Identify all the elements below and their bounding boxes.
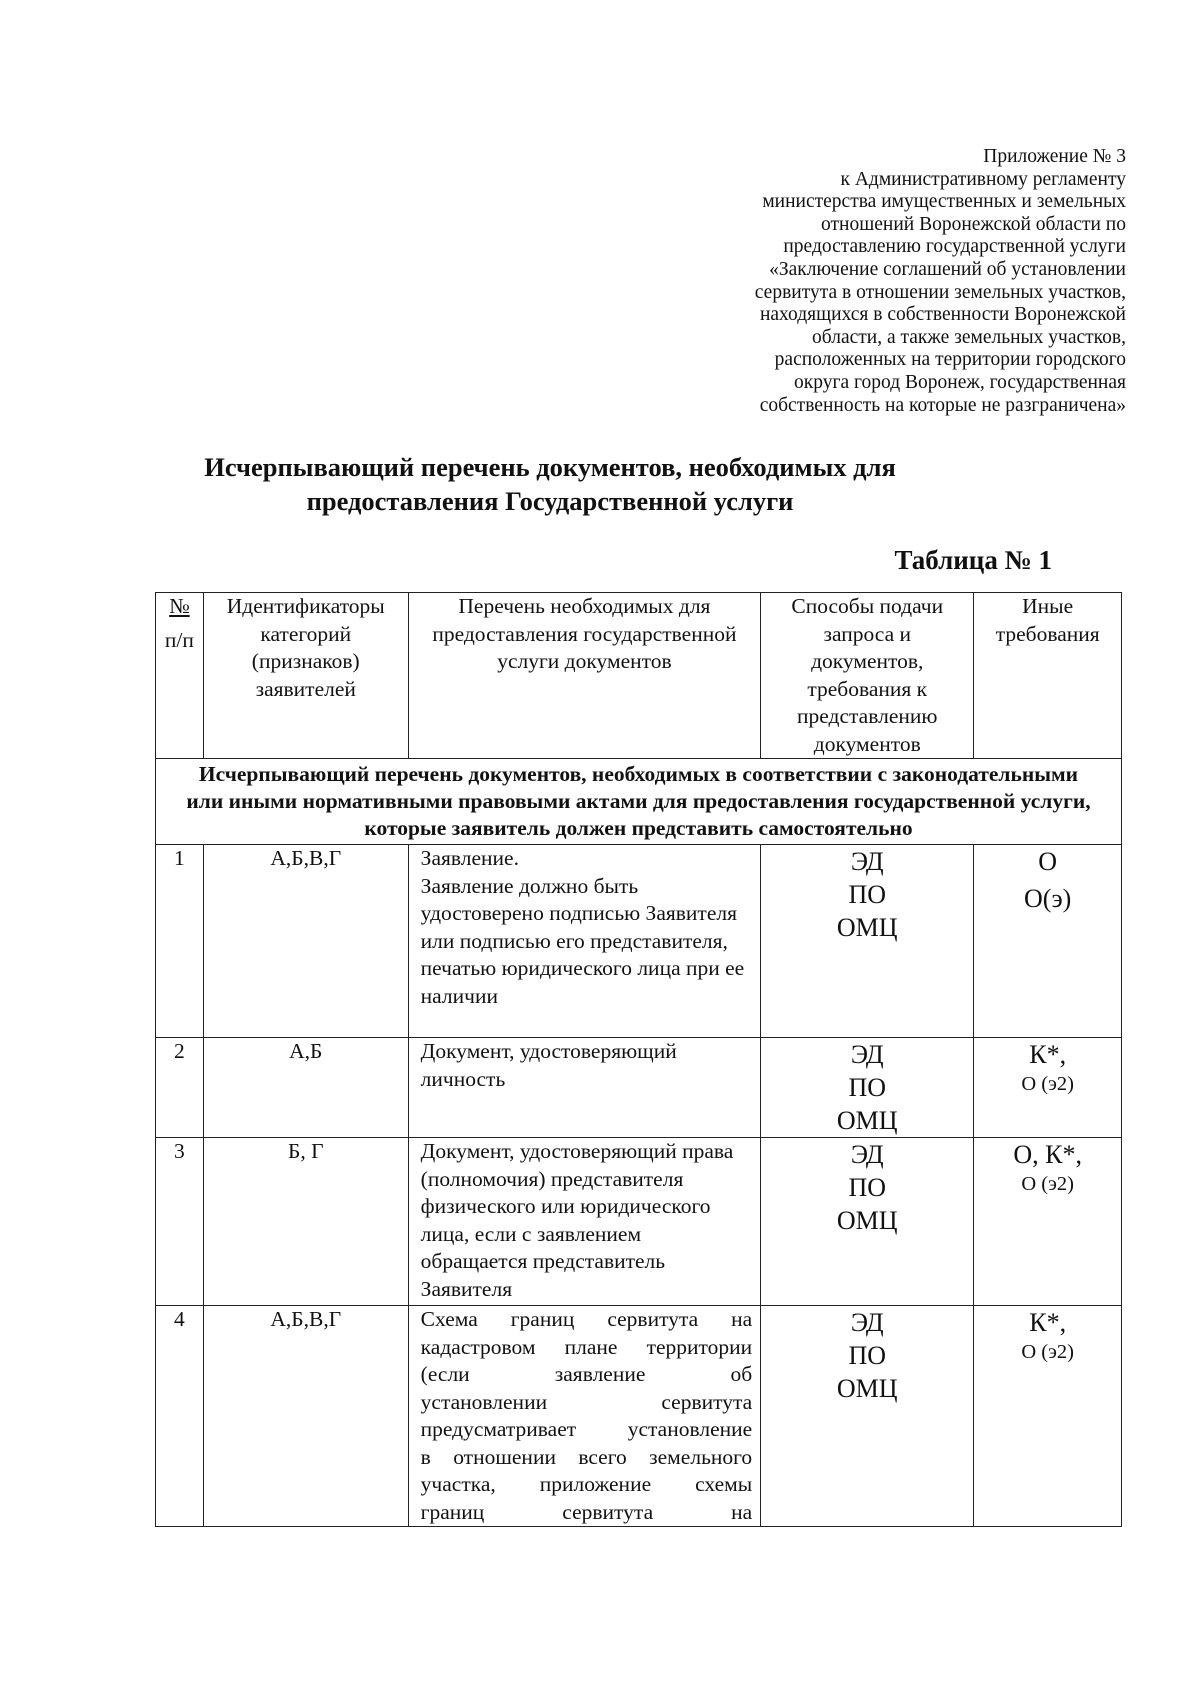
appendix-line: «Заключение соглашений об установлении bbox=[769, 258, 1126, 280]
header-num-symbol: № bbox=[169, 594, 190, 618]
method-item: ЭД bbox=[850, 1308, 884, 1337]
row-doc-line: (если заявление об bbox=[420, 1362, 753, 1386]
row-documents bbox=[408, 1306, 761, 1527]
row-doc-line: кадастровом плане территории bbox=[420, 1334, 753, 1359]
other-item: К*, bbox=[1029, 1308, 1067, 1337]
method-item: ОМЦ bbox=[836, 913, 898, 942]
appendix-line: к Административному регламенту bbox=[840, 168, 1126, 190]
row-num: 2 bbox=[156, 1038, 204, 1138]
method-item: ОМЦ bbox=[836, 1206, 898, 1235]
appendix-line: Приложение № 3 bbox=[983, 146, 1126, 167]
method-item: ЭД bbox=[850, 847, 884, 876]
row-other bbox=[974, 1138, 1122, 1306]
title-line-2: предоставления Государственной услуги bbox=[306, 486, 794, 516]
method-item: ЭД bbox=[850, 1140, 884, 1169]
row-other bbox=[974, 845, 1122, 1038]
row-doc-line: Заявление должно быть удостоверено подписью Заявителя или подписью его представителя, печатью юридического лица при ее наличии bbox=[420, 873, 745, 1008]
method-item: ПО bbox=[848, 1341, 887, 1370]
table-header-row bbox=[156, 593, 1122, 759]
document-title bbox=[150, 450, 950, 518]
appendix-line: расположенных на территории городского bbox=[774, 349, 1126, 371]
appendix-line: предоставлению государственной услуги bbox=[783, 236, 1126, 258]
header-num bbox=[156, 593, 204, 759]
row-doc-line: границ сервитута на bbox=[420, 1499, 753, 1524]
row-doc-line: Схема границ сервитута на bbox=[420, 1307, 753, 1331]
row-ident: А,Б,В,Г bbox=[203, 1306, 408, 1527]
title-line-1: Исчерпывающий перечень документов, необходимых для bbox=[204, 452, 896, 482]
header-num-label: п/п bbox=[164, 627, 194, 652]
row-other bbox=[974, 1306, 1122, 1527]
other-item: О (э2) bbox=[1021, 1173, 1074, 1195]
row-doc-line: установлении сервитута bbox=[420, 1389, 753, 1414]
section-row bbox=[156, 759, 1122, 845]
other-item: О (э2) bbox=[1021, 1341, 1074, 1363]
header-ident: Идентификаторы категорий (признаков) заявителей bbox=[203, 593, 408, 759]
documents-table bbox=[155, 592, 1122, 1527]
row-documents bbox=[408, 845, 761, 1038]
row-methods bbox=[761, 1306, 974, 1527]
row-num: 1 bbox=[156, 845, 204, 1038]
method-item: ПО bbox=[848, 880, 887, 909]
row-ident: Б, Г bbox=[203, 1138, 408, 1306]
row-doc-line: участка, приложение схемы bbox=[420, 1472, 753, 1496]
row-doc-line: в отношении всего земельного bbox=[420, 1444, 753, 1469]
row-doc-line: предусматривает установление bbox=[420, 1417, 753, 1441]
row-other bbox=[974, 1038, 1122, 1138]
table-row bbox=[156, 1038, 1122, 1138]
row-documents: Документ, удостоверяющий личность bbox=[408, 1038, 761, 1138]
table-row bbox=[156, 845, 1122, 1038]
row-doc-line: Заявление. bbox=[420, 846, 519, 870]
row-num: 4 bbox=[156, 1306, 204, 1527]
appendix-line: находящихся в собственности Воронежской bbox=[759, 304, 1126, 326]
table-row bbox=[156, 1306, 1122, 1527]
method-item: ЭД bbox=[850, 1040, 884, 1069]
other-item: О (э2) bbox=[1021, 1073, 1074, 1095]
row-ident: А,Б bbox=[203, 1038, 408, 1138]
appendix-line: министерства имущественных и земельных bbox=[762, 191, 1126, 213]
appendix-line: сервитута в отношении земельных участков, bbox=[754, 281, 1126, 303]
row-methods bbox=[761, 1038, 974, 1138]
appendix-line: отношений Воронежской области по bbox=[821, 213, 1126, 235]
appendix-line: области, а также земельных участков, bbox=[812, 326, 1126, 348]
table-caption: Таблица № 1 bbox=[894, 545, 1052, 575]
row-methods bbox=[761, 845, 974, 1038]
header-other: Иные требования bbox=[974, 593, 1122, 759]
other-item: О bbox=[1038, 847, 1058, 876]
other-item: К*, bbox=[1029, 1040, 1067, 1069]
row-documents: Документ, удостоверяющий права (полномочия) представителя физического или юридического лица, если с заявлением обращается представитель Заявителя bbox=[408, 1138, 761, 1306]
header-method: Способы подачи запроса и документов, требования к представлению документов bbox=[761, 593, 974, 759]
method-item: ПО bbox=[848, 1073, 887, 1102]
other-item: О, К*, bbox=[1013, 1140, 1082, 1169]
row-num: 3 bbox=[156, 1138, 204, 1306]
section-title: Исчерпывающий перечень документов, необходимых в соответствии с законодательными или иными нормативными правовыми актами для предоставления государственной услуги, которые заявитель должен представить самостоятельно bbox=[156, 759, 1122, 845]
row-methods bbox=[761, 1138, 974, 1306]
other-item: О(э) bbox=[1024, 884, 1072, 913]
method-item: ПО bbox=[848, 1173, 887, 1202]
method-item: ОМЦ bbox=[836, 1106, 898, 1135]
appendix-line: округа город Воронеж, государственная bbox=[794, 371, 1126, 393]
header-list: Перечень необходимых для предоставления государственной услуги документов bbox=[408, 593, 761, 759]
row-ident: А,Б,В,Г bbox=[203, 845, 408, 1038]
appendix-note bbox=[646, 146, 1126, 417]
method-item: ОМЦ bbox=[836, 1374, 898, 1403]
table-row bbox=[156, 1138, 1122, 1306]
appendix-line: собственность на которые не разграничена» bbox=[759, 394, 1126, 416]
